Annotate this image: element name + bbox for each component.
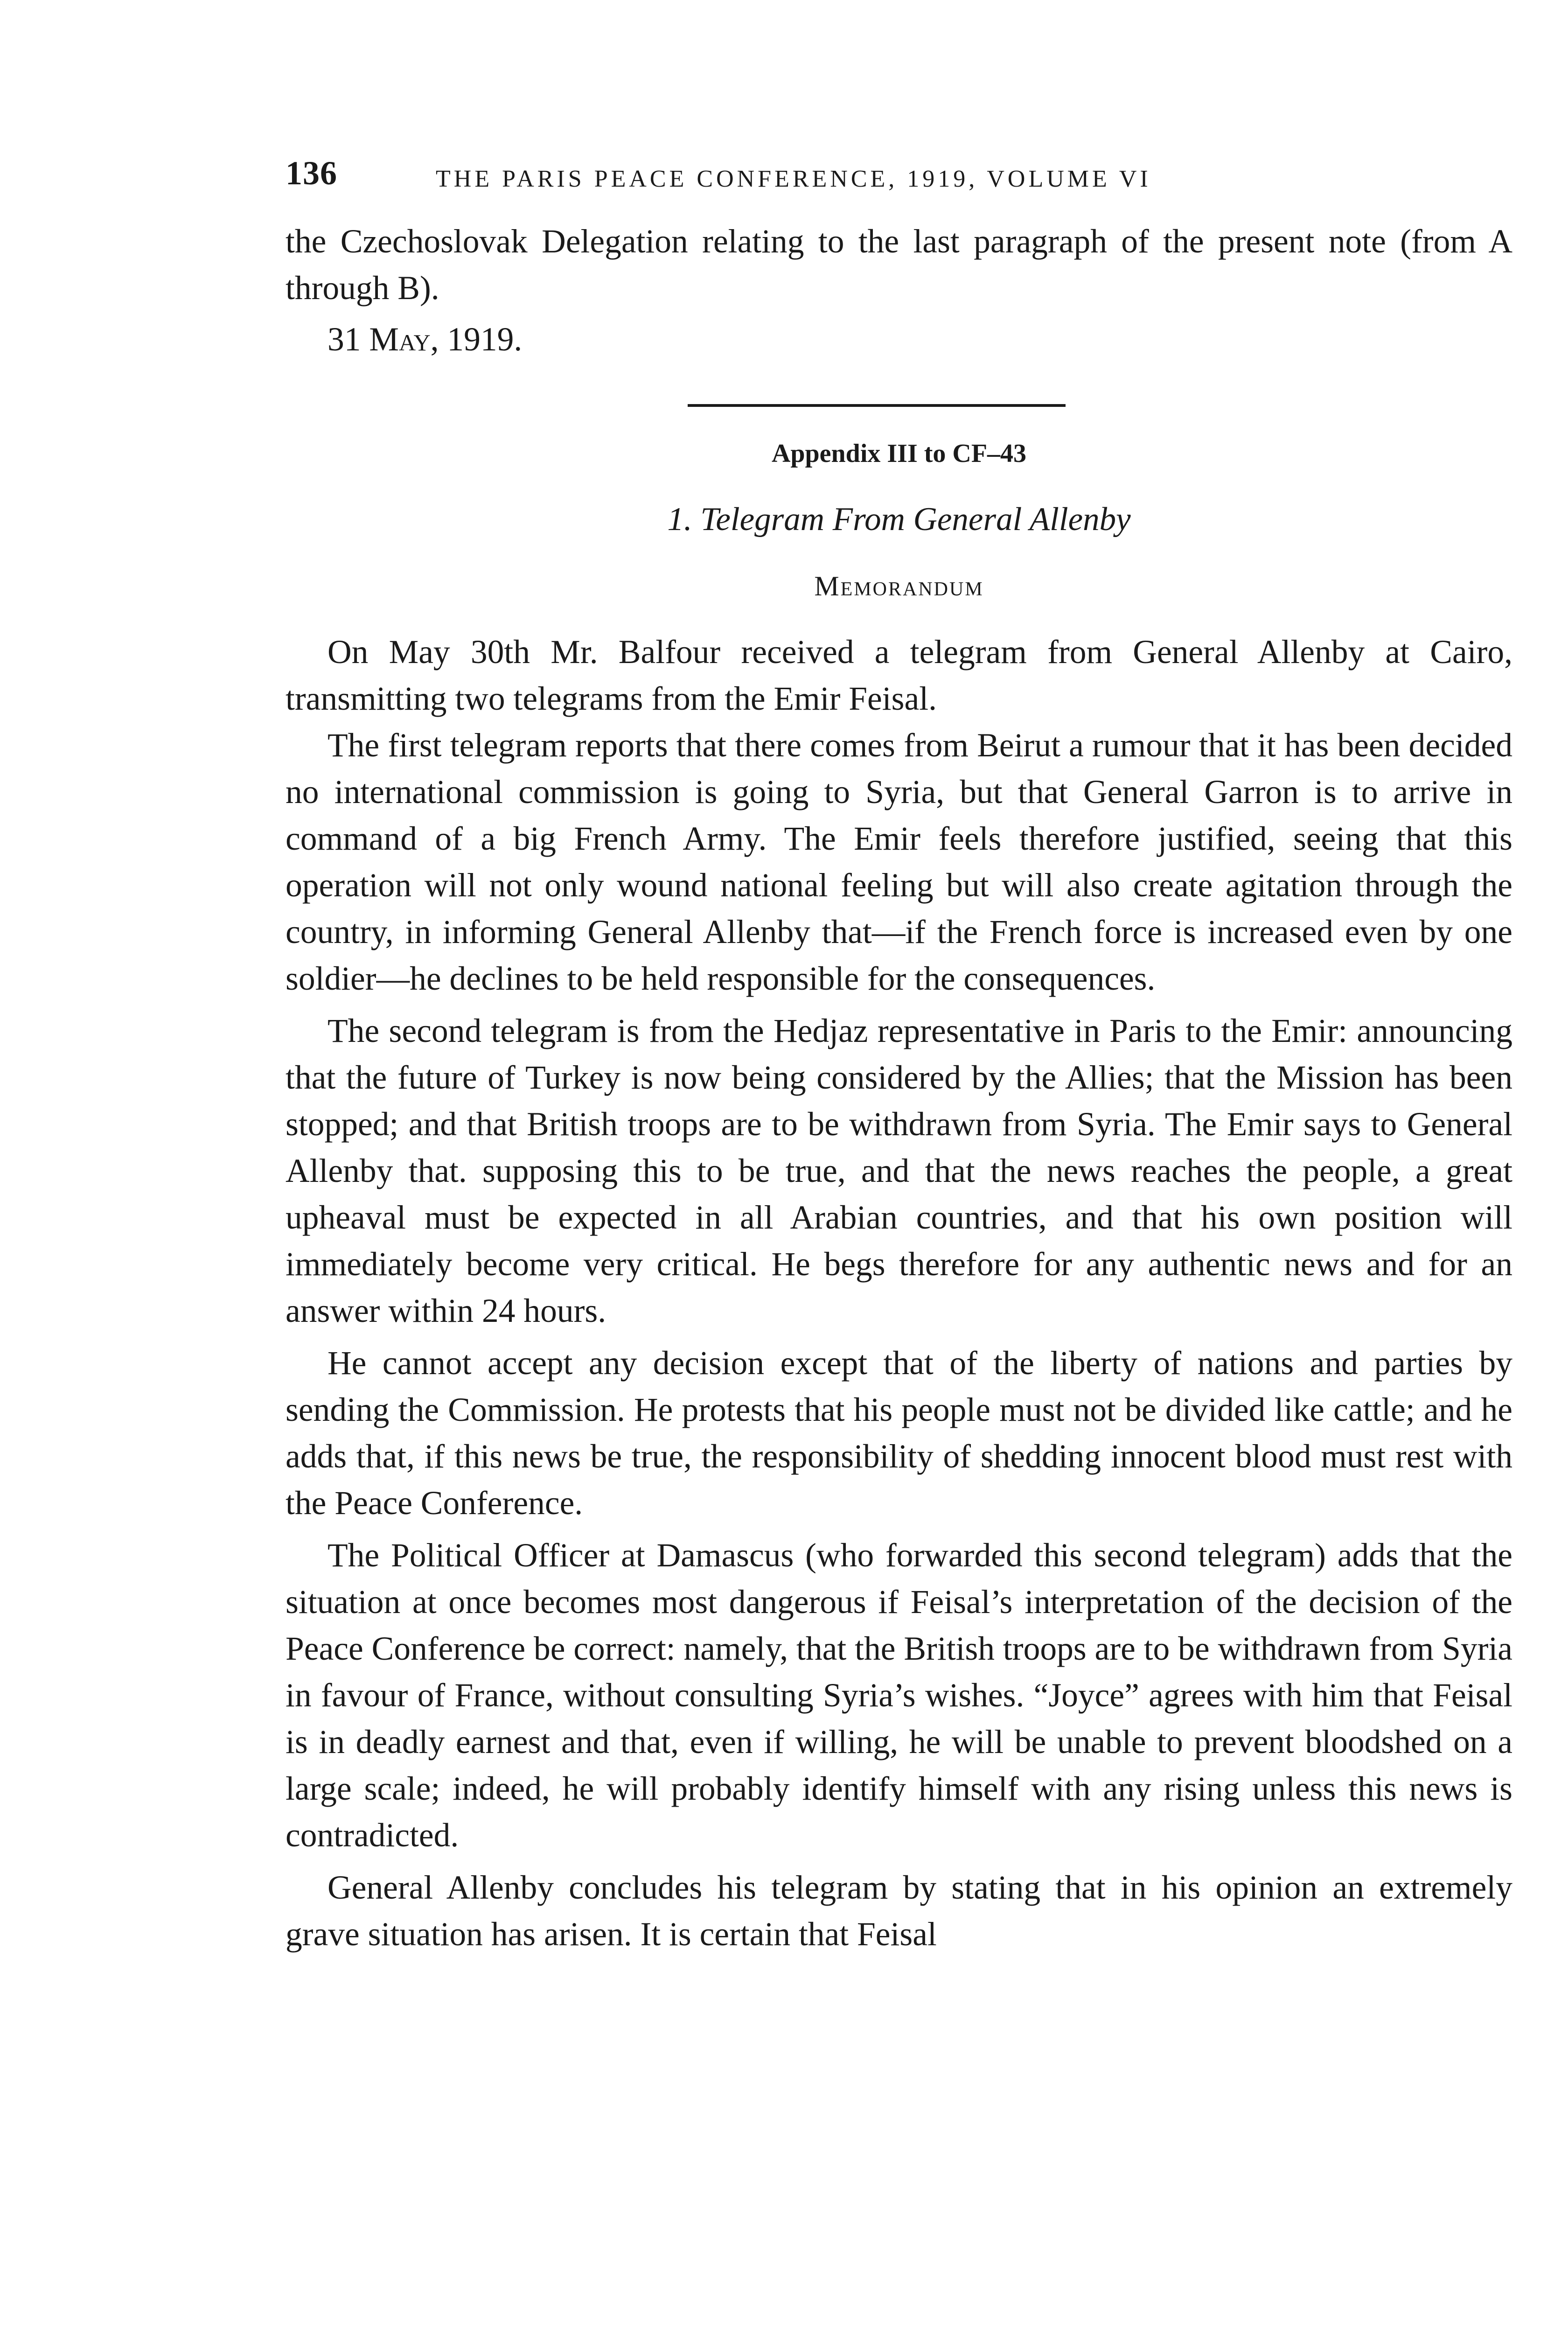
running-head [286, 149, 1512, 205]
body-paragraph: The first telegram reports that there comes from Beirut a rumour that it has been decided no international commission is going to Syria, but that General Garron is to arrive in command of a big French Army. The Emir feels therefore justified, seeing that this operation will not only wound national feeling but will also create agitation through the country, in informing General Allenby that—if the French force is increased even by one soldier—he declines to be held responsible for the consequences. [286, 727, 1512, 997]
date-line: 31 May, 1919. [328, 321, 523, 358]
body-paragraph: General Allenby concludes his telegram by stating that in his opinion an extremely grave situation has arisen. It is certain that Feisal [286, 1869, 1512, 1953]
page-number: 136 [286, 154, 337, 192]
body-paragraph: The second telegram is from the Hedjaz representative in Paris to the Emir: announcing that the future of Turkey is now being considered by the Allies; that the Mission has been stopped; and that British troops are to be withdrawn from Syria. The Emir says to General Allenby that. supposing this to be true, and that the news reaches the people, a great upheaval must be expected in all Arabian countries, and that his own position will immediately become very critical. He begs therefore for any authentic news and for an answer within 24 hours. [286, 1013, 1512, 1329]
memorandum-body [286, 629, 1512, 1958]
continuation-paragraph: the Czechoslovak Delegation relating to the last paragraph of the present note (from A through B). [286, 223, 1512, 307]
appendix-heading: Appendix III to CF–43 [771, 439, 1027, 468]
document-page [286, 149, 1512, 1958]
body-paragraph: The Political Officer at Damascus (who forwarded this second telegram) adds that the situation at once becomes most dangerous if Feisal’s interpretation of the decision of the Peace Conference be correct: namely, that the British troops are to be withdrawn from Syria in favour of France, without consulting Syria’s wishes. “Joyce” agrees with him that Feisal is in deadly earnest and that, even if willing, he will be unable to prevent bloodshed on a large scale; indeed, he will probably identify himself with any rising unless this news is contradicted. [286, 1537, 1512, 1854]
body-paragraph: He cannot accept any decision except that of the liberty of nations and parties by sending the Commission. He protests that his people must not be divided like cattle; and he adds that, if this news be true, the responsibility of shedding innocent blood must rest with the Peace Conference. [286, 1345, 1512, 1522]
telegram-title: 1. Telegram From General Allenby [667, 501, 1131, 538]
memorandum-heading: Memorandum [814, 571, 984, 601]
body-paragraph: On May 30th Mr. Balfour received a telegram from General Allenby at Cairo, transmitting two telegrams from the Emir Feisal. [286, 634, 1512, 717]
section-divider [688, 404, 1066, 407]
running-title: THE PARIS PEACE CONFERENCE, 1919, VOLUME VI [436, 166, 1151, 192]
